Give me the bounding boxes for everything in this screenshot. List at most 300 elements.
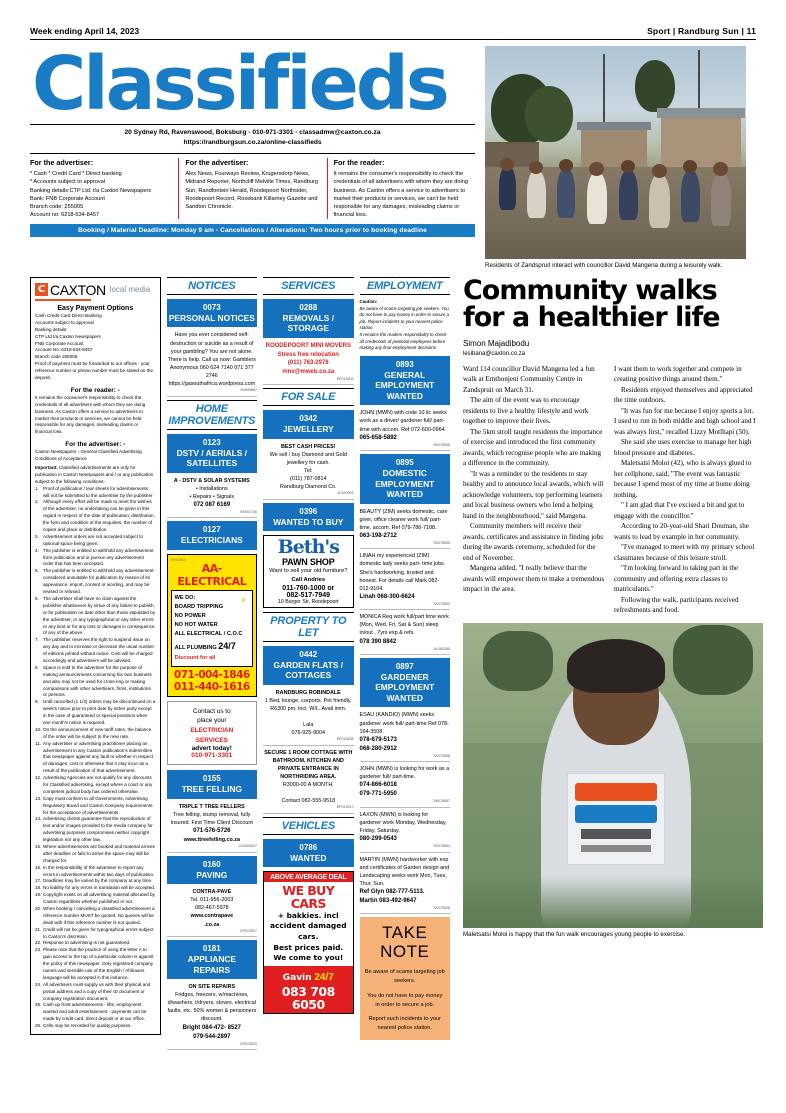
terms-item-text: The advertiser shall have no claim against the publisher whatsoever by virtue of any failure to publish, or for publication on date other than those stipulated by the advertiser, or any typographical or any other errors or any kind or for any loss or damages in consequence of any of the above. — [43, 595, 156, 636]
classified-ad — [263, 443, 353, 500]
category-header[interactable] — [263, 646, 353, 685]
terms-numbered-list — [35, 486, 156, 1030]
photo-bottom-caption: Maletsatsi Moloi is happy that the fun walk encourages young people to exercise. — [462, 930, 686, 938]
terms-numbered-item — [35, 548, 156, 569]
classifieds-masthead-title: Classifieds — [32, 41, 447, 127]
classified-section-title: EMPLOYMENT — [360, 277, 450, 295]
promo-line-2: ELECTRICIAN SERVICES — [190, 727, 234, 744]
photo-top-caption: Residents of Zandspruit interact with councillor David Mangena during a leisurely walk. — [485, 262, 723, 269]
aa-service-item: NO POWER — [174, 612, 206, 619]
ad-reference-code: SK078559 — [433, 540, 450, 545]
photo-maletsatsi-moloi — [463, 623, 763, 928]
promo-line-1: Contact us to place your — [192, 707, 231, 725]
terms-item-text: All advertisers must supply us with their physical and postal address and a copy of their ID document or company registration document. — [43, 981, 151, 1001]
topbar-rule — [30, 39, 756, 40]
aa-service-item: WE DO: — [174, 594, 196, 601]
aa-service-item: NO HOT WATER — [174, 622, 218, 628]
classified-ad — [360, 409, 450, 451]
promo-line-3: advert today! — [191, 745, 232, 753]
payment-line: Branch code 255005 — [35, 354, 78, 360]
classified-column-services — [263, 277, 353, 1053]
aa-phone-numbers[interactable]: 071-004-1846 011-440-1616 — [173, 668, 250, 693]
classified-section-title: NOTICES — [167, 277, 257, 295]
masthead-website[interactable]: https://randburgsun.co.za/online-classifieds — [183, 138, 322, 146]
cars-ad-phone[interactable]: 083 708 6050 — [281, 984, 335, 1013]
cars-ad-banner: ABOVE AVERAGE DEAL — [264, 872, 352, 882]
article-text-column-1 — [463, 364, 605, 616]
aa-services-list — [171, 590, 253, 667]
ad-text: MARTIN (MWN) hardworker with exp and certificates of Garden design and Landscaping seeks work Mon, Tues, Thur, Sun. — [359, 856, 450, 887]
payment-line: Account No: 6218-634-8457 — [35, 347, 93, 353]
aa-electrical-title: AA-ELECTRICAL — [177, 561, 247, 588]
terms-item-text: Cells may be recorded for quality purposes. — [43, 1023, 132, 1029]
ad-phone[interactable]: Bright 084-472- 8527 079-544-2897 — [182, 1024, 241, 1040]
classified-column-notices — [167, 277, 257, 1053]
masthead-area — [30, 41, 756, 271]
article-paragraph: Community members will receive their awards, certificates and assistance in finding jobs during the awards ceremony, scheduled for the end of November. — [462, 522, 604, 562]
content-grid — [30, 274, 756, 1053]
terms-item-number: 23. — [35, 947, 42, 953]
classified-ad — [360, 765, 450, 808]
classified-section-title: VEHICLES — [263, 817, 353, 835]
terms-item-number: 7. — [35, 637, 39, 643]
classified-section-title: FOR SALE — [263, 388, 353, 406]
terms-item-text: No liability for any errors in translation will be accepted. — [43, 885, 156, 891]
terms-numbered-item — [35, 982, 156, 1003]
classified-column-employment — [360, 277, 450, 1053]
advertiser-terms-title: For the advertiser: - — [65, 441, 126, 449]
classified-ad — [167, 477, 257, 519]
aa-service-item: ALL PLUMBING 24/7 — [174, 641, 236, 652]
category-code: 0893 — [395, 359, 414, 369]
ad-reference-code: EP013927 — [240, 928, 258, 933]
ad-text: Have you ever considered self-destruction or suicide as a result of your gambling? You are not alone. There is help. Call us now: Gamblers Anonymous 060 624 7140 071 377 2746 https://gasouthafrica.wordpress.com — [167, 332, 256, 388]
category-header[interactable] — [263, 299, 353, 338]
terms-item-text: On the announcement of new tariff rates, the balance of the order will be subject to the new rate. — [43, 726, 152, 739]
advertiser-line: Banking details:CTP Ltd. t/a Caxton Newspapers — [30, 187, 152, 194]
terms-item-text: Although every effort will be made to meet the wishes of the advertiser, no undertaking can be given in this regard in respect of the date of publication, distribution, the form and condition of the enquiries, the number of copies and place or distribution. — [43, 499, 155, 533]
take-note-paragraph: Be aware of scams targeting job seekers. — [364, 968, 445, 984]
terms-item-text: When booking / cancelling a classified advertisement a reference number MUST be quoted. No queries will be dealt with if this reference number is not quoted. — [43, 906, 155, 925]
terms-item-text: The publisher is entitled to withhold any advertisement from publication and or pursue any advertisement order that has been accepted. — [43, 547, 154, 567]
ad-reference-code: SK078558 — [433, 442, 450, 447]
reader-terms-title: For the reader: - — [70, 386, 120, 394]
category-code: 0160 — [202, 859, 221, 869]
terms-item-text: Copyright exists on all advertising material allocated by Caxton regardless whether published or not. — [43, 892, 155, 905]
important-text: Classified advertisements are only for publication in Caxton Newspapers and / or any publication subject to the following conditions: — [35, 465, 154, 484]
caxton-accent-bar — [35, 299, 91, 301]
classified-ad-display — [263, 342, 353, 385]
terms-item-number: 5. — [35, 568, 39, 574]
category-header[interactable] — [263, 410, 353, 439]
terms-item-text: Response to advertising is not guaranteed. — [43, 940, 131, 946]
advertiser-line: * Accounts subject to approval — [30, 179, 105, 186]
category-code: 0073 — [202, 302, 221, 312]
article-paragraph: "I'm looking forward to taking part in the community and offering extra classes to matriculants." — [613, 564, 739, 594]
terms-item-text: Please note that the practice of using the letter A to gain access to the top of a particular column is against the policy of this newspaper. Only registered company names and sensible use of the English / Afrikaans language will be accepted in this instance. — [43, 947, 154, 980]
aa-discount-note: Discount for all — [174, 654, 216, 661]
terms-item-number: 8. — [35, 664, 39, 670]
category-code: 0288 — [299, 302, 318, 312]
category-label: GARDENER EMPLOYMENT WANTED — [375, 671, 435, 703]
article-paragraph: Maletsatsi Moloi (42), who is always glued to her cellphone, said, "The event was fantastic because I spend most of my time at home doing nothing. — [613, 459, 752, 499]
classified-ad — [167, 803, 257, 853]
terms-item-number: 1. — [35, 485, 39, 491]
terms-numbered-item — [35, 947, 156, 981]
masthead-left — [30, 41, 475, 271]
category-label: JEWELLERY — [282, 424, 334, 435]
beths-pawn-shop-ad — [263, 535, 353, 607]
pawn-shop-address: 10 Burger Str, Roodepoort — [278, 598, 339, 605]
cars-ad-details: + bakkies. incl accident damaged cars. Best prices paid. We come to you! — [270, 910, 347, 963]
ad-headline: TRIPLE T TREE FELLERS — [178, 803, 245, 810]
ad-reference-code: EP013928 — [336, 737, 354, 742]
important-label: Important: — [35, 465, 58, 471]
advertiser-box-heading: For the advertiser: — [185, 157, 249, 167]
article-paragraph: I want them to work together and compete in creating positive things around them." — [613, 364, 742, 384]
terms-item-text: Copy must conform to all Governments, Advertising Regulatory Board and Caxton Company requirements for the acceptance of advertisements. — [43, 795, 153, 815]
ad-headline: SECURE 1 ROOM COTTAGE WITH BATHROOM, KITCHEN AND PRIVATE ENTRANCE IN NORTHRIDING AREA. — [264, 749, 353, 780]
category-label: APPLIANCE REPAIRS — [187, 954, 237, 975]
caxton-wordmark: CAXTON — [50, 281, 106, 298]
cars-ad-24-7-badge: 24/7 — [311, 972, 334, 984]
category-label: ELECTRICIANS — [180, 535, 243, 546]
category-label: DSTV / AERIALS / SATELLITES — [176, 447, 248, 469]
article-paragraph: "It was fun for me because I enjoy sports a lot. I used to run in both middle and high school and I was always first," recalled Lizzy Motlhapi (50). — [613, 406, 756, 436]
terms-item-number: 19. — [35, 892, 42, 898]
ad-phone[interactable]: 063-198-2712 — [359, 532, 397, 539]
terms-item-number: 24. — [35, 981, 42, 987]
ad-phone[interactable]: 065-658-5892 — [359, 434, 397, 441]
ad-text: MONICA Req work full/part time work (Mon, Wed, Fri, Sat & Sun) sleep in/out , 7yrs exp & refs. — [359, 614, 449, 637]
terms-item-number: 18. — [35, 885, 42, 891]
terms-numbered-item — [35, 486, 156, 500]
category-code: 0897 — [395, 661, 414, 671]
advertiser-box-payment — [30, 158, 178, 219]
terms-item-text: Advertising Agencies are not qualify for any discounts for Classified advertising, except where a court or any competent judicial body has ordered otherwise. — [43, 775, 153, 794]
ad-reference-code: EP013917 — [336, 805, 354, 810]
terms-numbered-item — [35, 741, 156, 775]
pawn-shop-text: Want to sell your old furniture? — [269, 568, 348, 575]
take-note-paragraph: You do not have to pay money in order to secure a job. — [367, 992, 443, 1008]
classified-ad — [167, 888, 257, 937]
category-label: GENERAL EMPLOYMENT WANTED — [375, 369, 435, 401]
ad-reference-code: EP013502 — [336, 376, 354, 381]
classified-section-title: PROPERTY TO LET — [263, 612, 353, 642]
category-label: TREE FELLING — [181, 784, 243, 795]
category-label: WANTED TO BUY — [273, 516, 344, 527]
ad-text: • Installations • Repairs • Signals — [189, 485, 235, 500]
category-header[interactable] — [167, 940, 257, 979]
ad-phone[interactable]: Linah 068-300-6624 — [359, 593, 415, 600]
ad-reference-code: KE001746 — [240, 509, 258, 514]
ad-reference-code: EP013525 — [240, 1041, 258, 1046]
terms-numbered-item — [35, 534, 156, 548]
ad-phone[interactable]: 072 087 6169 — [193, 501, 231, 508]
easy-payment-title: Easy Payment Options — [57, 304, 134, 312]
ad-reference-code: JL0A0993 — [337, 491, 354, 496]
caution-title: Caution: — [359, 298, 378, 304]
article-paragraph: Following the walk, participants received refreshments and food. — [613, 595, 739, 615]
photo-walkers-zandspruit — [485, 46, 746, 259]
terms-item-number: 25. — [35, 1002, 42, 1008]
masthead-right — [485, 46, 746, 271]
terms-numbered-item — [35, 906, 156, 927]
caxton-logo — [35, 282, 156, 298]
category-header[interactable] — [360, 658, 450, 708]
article-paragraph: "It was a reminder to the residents to stay healthy and to announce local awards, which will acknowledge volunteers, top performing learners and local business owners who lend a helping hand in the neighbourhood," said Mangena. — [462, 469, 604, 520]
ad-text: Fridges, freezers, w/machines, d/washers, t/dryers, stoves, electrical faults, etc. 50% women & pensioners discount. — [167, 992, 257, 1023]
ad-phone[interactable]: 074-866-6018 079-771-5950 — [359, 782, 397, 798]
terms-item-number: 16. — [35, 864, 42, 870]
category-code: 0442 — [299, 649, 318, 659]
ad-text: ROODEPOORT MINI MOVERS Stress free relocation (011) 763-2978 mnv@mweb.co.za — [265, 342, 351, 376]
article-paragraph: The aim of the event was to encourage residents to live a healthy lifestyle and work together to improve their lives. — [462, 396, 589, 426]
reader-box — [327, 158, 475, 219]
terms-numbered-item — [35, 596, 156, 637]
ad-reference-code: SK078552 — [433, 601, 450, 606]
section-page-indicator: Sport | Randburg Sun | 11 — [647, 26, 756, 36]
classified-ad — [360, 856, 450, 915]
ad-text: We sell / buy Diamond and Gold jewellery for cash. Tel: (011) 787-0814 Randburg Diamond Co. — [269, 451, 347, 491]
ad-phone[interactable]: 071-576-5726 — [193, 828, 231, 835]
reader-box-heading: For the reader: — [333, 157, 385, 167]
classified-ad — [360, 711, 450, 762]
advertiser-line: Branch code: 255005 — [30, 203, 84, 210]
terms-numbered-item — [35, 796, 156, 817]
reader-disclaimer: It remains the consumer's responsibility to check the credentials of all advertisers with whom they are doing business. As Caxton offers a service to advertisers to market their products or services, we can't be held responsible for any damages, misleading claims or financial loss. — [333, 171, 468, 218]
ad-text: ESAU (KANDIO) (MWN) seeks gardener work full/ part-time Ref 078-164-3508. — [359, 712, 449, 735]
ad-headline: CONTRA-PAVE — [192, 889, 232, 896]
article-body — [463, 364, 756, 616]
cars-ad-body — [264, 882, 352, 966]
category-code: 0123 — [202, 437, 221, 447]
caxton-c-icon: C — [35, 283, 48, 296]
reader-terms-text: It remains the consumer's responsibility to check the credentials of all advertisers with whom they are doing business. As Caxton offers a service to advertisers to market their products or services, we cannot be held responsible for any damages, misleading claims or financial loss. — [35, 394, 146, 435]
article-paragraph: The 5km stroll taught residents the importance of exercise and introduced the first community awards, which recognise people who are making a difference in the community. — [462, 427, 603, 468]
cars-ad-contact-name: Gavin — [282, 973, 312, 984]
classified-ad — [263, 749, 353, 814]
ad-reference-code: EP013910 — [170, 557, 186, 562]
category-header[interactable] — [167, 299, 257, 328]
aa-electrical-display-ad — [167, 554, 257, 697]
ad-phone[interactable]: 080-299-0543 — [359, 836, 397, 843]
terms-item-number: 12. — [35, 775, 42, 781]
terms-numbered-item — [35, 665, 156, 699]
terms-box — [30, 277, 161, 1035]
terms-numbered-item — [35, 892, 156, 906]
payment-line: Banking details: — [35, 326, 68, 332]
ad-reference-code: SK079528 — [433, 905, 450, 910]
terms-numbered-item — [35, 844, 156, 865]
ad-website[interactable]: www.contrapave .co.za — [190, 913, 234, 928]
author-email[interactable]: lesibana@caxton.co.za — [462, 350, 526, 357]
issue-date: Week ending April 14, 2023 — [30, 26, 140, 36]
terms-item-number: 17. — [35, 878, 42, 884]
ad-reference-code: JLD405937 — [238, 844, 258, 849]
article-paragraph: Ward 114 councillor David Mangena led a fun walk at Emthonjeni Community Centre in Zandspruit on March 31. — [462, 364, 595, 394]
category-code: 0127 — [202, 525, 221, 535]
terms-numbered-item — [35, 499, 156, 533]
ad-text: LAXON (MWN) is looking for gardener work Monday, Wednesday, Friday, Saturday. — [359, 811, 447, 834]
article-text-column-2 — [614, 364, 756, 616]
terms-numbered-item — [35, 775, 156, 796]
category-code: 0786 — [299, 842, 318, 852]
terms-numbered-item — [35, 699, 156, 727]
ad-text: JOHN (MWN) with code 10 lic seeks work as a driver/ gardener full/ part-time with accom. Ref 072-600-0964. — [359, 410, 447, 433]
terms-item-text: Any advertiser or advertising practitioner placing an advertisement in any Caxton publication's indemnities that newspaper against any fault to whether in respect of damages, cost or otherwise that it may incur as a result of the publication of that advertisement. — [43, 740, 154, 774]
terms-item-text: The publisher reserves the right to suspend issue on any day and to increase or decrease the usual number of editions printed without notice. Cost will be charged accordingly and advertisers will be advised. — [43, 637, 155, 663]
ad-headline: BEST CASH PRICES! — [281, 443, 336, 450]
terms-item-text: Deadlines may be varied by the company at any time. — [43, 878, 153, 884]
payment-line: Cash Credit Card Direct Banking — [35, 312, 102, 318]
lightning-bolt-icon: ⚡ — [240, 597, 248, 604]
category-header[interactable] — [263, 503, 353, 532]
page-topbar — [30, 26, 756, 39]
cars-ad-headline: WE BUY CARS — [282, 883, 335, 912]
category-code: 0396 — [299, 506, 318, 516]
ad-text: BEAUTY (ZIM) seeks domestic, care giver, office cleaner work full/ part- time, accom. Ref 079-786-7108. — [359, 508, 448, 531]
promo-phone[interactable]: 010-971-3301 — [191, 752, 233, 760]
advertiser-box-heading: For the advertiser: — [30, 157, 94, 167]
caxton-tagline: local media — [109, 285, 151, 295]
ad-reference-code: SK078554 — [433, 844, 450, 849]
ad-text: Tel. 011-956-2003 082-467-5978 — [190, 897, 234, 912]
pawn-shop-title: PAWN SHOP — [282, 557, 335, 568]
terms-item-number: 10. — [35, 726, 42, 732]
ad-text: JOHN (MWN) is looking for work as a gardener full/ part-time. — [359, 766, 450, 781]
terms-item-number: 22. — [35, 940, 42, 946]
advertiser-info-row — [30, 153, 475, 219]
classified-ad — [263, 689, 353, 746]
ad-text: R3000-00 A MONTH. Contact 082-555-9518 — [281, 782, 336, 805]
terms-item-number: 26. — [35, 1023, 42, 1029]
payment-line: FNB Corporate Account — [35, 340, 84, 346]
advertiser-line: Bank: FNB Corporate Account — [30, 195, 105, 202]
category-label: DOMESTIC EMPLOYMENT WANTED — [375, 468, 435, 500]
take-note-paragraph: Report such incidents to your nearest police station. — [368, 1016, 441, 1032]
classified-ad — [360, 552, 450, 610]
ad-text: Tree felling, stump removal, fully insured. First Time Client Discount — [170, 811, 253, 826]
terms-item-number: 20. — [35, 906, 42, 912]
employment-caution-note — [360, 299, 450, 352]
we-buy-cars-display-ad — [263, 871, 353, 1014]
category-header[interactable] — [263, 839, 353, 868]
ad-phone[interactable]: 078-679-5173 068-280-2912 — [359, 736, 397, 752]
advertiser-titles-list: Alex News, Fourways Review, Krugersdorp News, Midrand Reporter, Northcliff Melville Times, Randburg Sun, Randfontein Herald, Roodepoort Northsider, Roodepoort Record, Rosebank Killarney Gazette and Sandton Chronicle. — [185, 171, 318, 210]
terms-numbered-item — [35, 568, 156, 596]
caution-text: Be aware of scams targeting job seekers. You do not have to pay money in order to secure a job. Report incidents to your nearest police station. It remains the readers responsibility to check all credentials of potential employees before making any final employment decisions. — [359, 305, 450, 351]
terms-numbered-item — [35, 940, 156, 947]
category-code: 0342 — [299, 414, 318, 424]
category-label: PAVING — [196, 869, 228, 880]
ad-website[interactable]: www.ttreefelling.co.za — [183, 837, 241, 844]
author-name: Simon Majadibodu — [462, 338, 530, 348]
advertiser-box-titles — [178, 158, 326, 219]
cars-ad-contact[interactable] — [264, 966, 352, 1013]
article-paragraph: " I am glad that I've excised a bit and got to engage with the councillor." — [613, 501, 745, 520]
terms-item-number: 4. — [35, 547, 39, 553]
terms-item-number: 13. — [35, 795, 42, 801]
take-note-title: TAKE NOTE — [380, 923, 430, 962]
ad-phone[interactable]: Ref Glyn 082-777-5113. Martin 083-492-9647 — [359, 888, 425, 904]
classified-ad — [360, 811, 450, 853]
category-header[interactable] — [360, 454, 450, 504]
terms-item-number: 9. — [35, 699, 39, 705]
terms-numbered-item — [35, 1002, 156, 1023]
terms-numbered-item — [35, 816, 156, 844]
terms-item-text: Proof of publication / tear sheets for advertisements will not be submitted to the advertiser by the publisher — [43, 485, 153, 498]
ad-reference-code: SK079558 — [433, 753, 450, 758]
terms-item-text: Credit will not be given for typographical errors subject to Caxton's discretion. — [43, 926, 154, 939]
classified-ad — [360, 613, 450, 655]
ad-phone[interactable]: 078 390 8842 — [359, 638, 397, 645]
terms-numbered-item — [35, 1023, 156, 1030]
category-header[interactable] — [167, 856, 257, 885]
ad-reference-code: SK078557 — [433, 799, 450, 804]
article-paragraph: According to 20-year-old Shari Douman, she wants to lead by example in her community. — [613, 522, 749, 541]
category-label: WANTED — [290, 852, 327, 863]
pawn-shop-contact-name: Call Andries — [291, 576, 326, 583]
terms-item-number: 6. — [35, 595, 39, 601]
terms-item-text: In the responsibility of the advertiser to report any errors in advertisements within two days of publication. — [43, 864, 155, 877]
masthead-address: 20 Sydney Rd, Ravenswood, Boksburg - 010-971-3301 - classadmw@caxton.co.za — [124, 129, 381, 137]
article-paragraph: "I've managed to meet with my primary school classmates because of this leisure stroll. — [613, 543, 755, 562]
ad-headline: RANDBURG ROBINDALE — [275, 689, 341, 696]
payment-line: Accounts subject to approval — [35, 319, 94, 325]
category-header[interactable] — [360, 356, 450, 406]
terms-item-text: Where advertisements are booked and material arrives after deadline or fails to arrive the space may still be charged for. — [43, 844, 155, 863]
ad-headline: ON SITE REPAIRS — [188, 984, 236, 991]
terms-numbered-item — [35, 927, 156, 941]
terms-numbered-item — [35, 865, 156, 879]
article-paragraph: Residents enjoyed themselves and appreciated the time outdoors. — [613, 385, 753, 405]
pawn-shop-logo: Beth's — [277, 536, 339, 559]
category-code: 0155 — [202, 774, 221, 784]
category-label: PERSONAL NOTICES — [168, 312, 255, 323]
aa-service-item: BOARD TRIPPING — [174, 603, 224, 610]
terms-numbered-item — [35, 637, 156, 665]
classified-ad — [360, 508, 450, 550]
article-paragraph: Mangena added, "I really believe that the awards will empower them to make a tremendous impact in the area. — [462, 564, 605, 594]
article-headline: Community walks for a healthier life — [462, 274, 720, 333]
take-note-box — [360, 917, 450, 1040]
terms-item-text: Advertisement orders are not accepted subject to optional space being given. — [43, 533, 144, 546]
advertiser-terms-intro: Caxton Newspapers - General Classified Advertising Conditions of Acceptance — [35, 449, 142, 462]
place-advert-promo-box[interactable] — [167, 701, 257, 765]
ad-headline: A - DSTV & SOLAR SYSTEMS — [173, 477, 250, 484]
terms-numbered-item — [35, 878, 156, 885]
category-header[interactable] — [167, 434, 257, 473]
advertiser-line: * Cash * Credit Card * Direct banking — [30, 171, 122, 178]
pawn-shop-phone[interactable]: 011-760-1000 or 082-517-7949 — [282, 584, 335, 599]
terms-numbered-item — [35, 727, 156, 741]
important-note — [35, 465, 156, 486]
category-code: 0895 — [395, 458, 414, 468]
ad-text: LINAH my experienced (ZIM) domestic lady seeks part- time jobs. She's hardworking, trusted and honest. For details call Mark 082-012-9104. — [359, 553, 446, 592]
terms-item-number: 21. — [35, 926, 42, 932]
terms-item-number: 3. — [35, 533, 39, 539]
category-header[interactable] — [167, 770, 257, 799]
terms-item-number: 14. — [35, 816, 42, 822]
terms-item-number: 15. — [35, 844, 42, 849]
article-byline — [463, 339, 756, 358]
category-header[interactable] — [167, 521, 257, 550]
classified-section-title: SERVICES — [263, 277, 353, 295]
classified-ad — [167, 983, 257, 1050]
ad-text: 1 Bed, lounge, carports. Pet friendly. R6300 pm, incl. W/L. Avail imm. Lala 076-925-9004 — [264, 697, 352, 737]
article-column — [456, 274, 756, 1053]
